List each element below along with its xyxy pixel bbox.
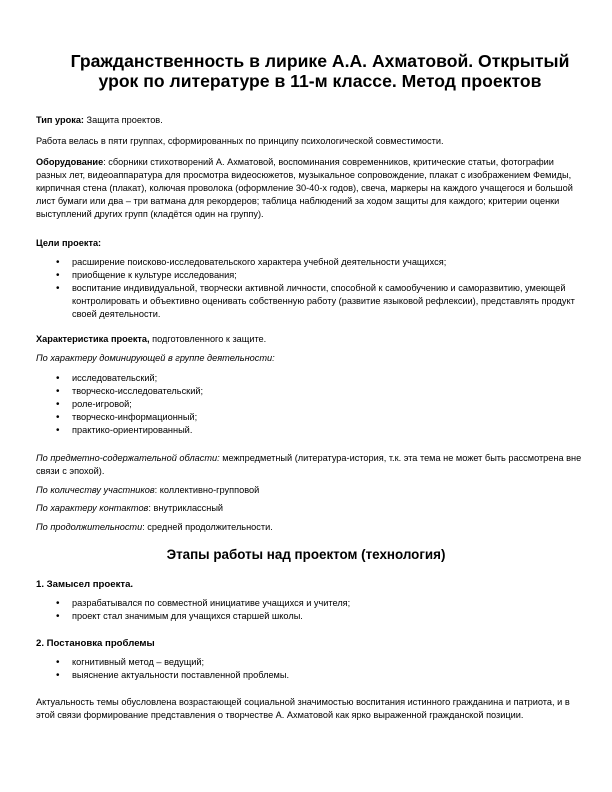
duration-value: : средней продолжительности. bbox=[142, 522, 273, 532]
goals-heading bbox=[36, 237, 584, 250]
activity-heading-label: По характеру доминирующей в группе деятельности: bbox=[36, 353, 275, 363]
lesson-type bbox=[36, 114, 584, 127]
characteristics-paragraph bbox=[36, 333, 584, 346]
relevance-paragraph: Актуальность темы обусловлена возрастающей социальной значимостью воспитания истинного гражданина и патриота, и в этой связи формирование представления о творчестве А. Ахматовой как ярко выраженной гражданской позиции. bbox=[36, 697, 570, 720]
stages-heading: Этапы работы над проектом (технология) bbox=[166, 547, 446, 562]
lesson-type-value: Защита проектов. bbox=[84, 115, 163, 125]
contacts-value: : внутриклассный bbox=[148, 503, 224, 513]
activities-list bbox=[36, 372, 584, 437]
stage1-list bbox=[36, 597, 584, 623]
stage1-heading: 1. Замысел проекта. bbox=[36, 579, 134, 590]
subject-area-value: межпредметный (литература-история, т.к. эта тема не может быть рассмотрена вне связи с эпохой). bbox=[36, 453, 582, 476]
equipment-paragraph bbox=[36, 156, 584, 221]
participants-label: По количеству участников bbox=[36, 485, 155, 495]
contacts-paragraph bbox=[36, 502, 584, 515]
stage2-list bbox=[36, 656, 584, 682]
lesson-type-label: Тип урока: bbox=[36, 115, 84, 125]
goals-heading-label: Цели проекта: bbox=[36, 238, 102, 248]
list-item: • когнитивный метод – ведущий; bbox=[36, 656, 584, 669]
list-item: • творческо-информационный; bbox=[36, 411, 584, 424]
duration-paragraph bbox=[36, 521, 584, 534]
list-item: • практико-ориентированный. bbox=[36, 424, 584, 437]
goals-list bbox=[36, 256, 584, 321]
list-item: • выяснение актуальности поставленной проблемы. bbox=[36, 669, 584, 682]
subject-area-label: По предметно-содержательной области: bbox=[36, 453, 220, 463]
characteristics-value: подготовленного к защите. bbox=[149, 334, 267, 344]
list-item: • воспитание индивидуальной, творчески активной личности, способной к самообучению и саморазвитию, умеющей контролировать и объективно оценивать собственную работу (развитие языковой рефлексии), представлять продукт своей деятельности. bbox=[36, 282, 584, 321]
stage2-heading: 2. Постановка проблемы bbox=[36, 638, 155, 649]
activity-heading bbox=[36, 352, 584, 365]
list-item: • проект стал значимым для учащихся старшей школы. bbox=[36, 610, 584, 623]
equipment-label: Оборудование bbox=[36, 157, 104, 167]
list-item: • расширение поисково-исследовательского характера учебной деятельности учащихся; bbox=[36, 256, 584, 269]
participants-value: : коллективно-групповой bbox=[154, 485, 260, 495]
document-title: Гражданственность в лирике А.А. Ахматовой. Открытый урок по литературе в 11-м классе. Метод проектов bbox=[70, 51, 570, 92]
list-item: • приобщение к культуре исследования; bbox=[36, 269, 584, 282]
list-item: • исследовательский; bbox=[36, 372, 584, 385]
groups-paragraph: Работа велась в пяти группах, сформированных по принципу психологической совместимости. bbox=[36, 136, 444, 146]
contacts-label: По характеру контактов bbox=[36, 503, 149, 513]
duration-label: По продолжительности bbox=[36, 522, 143, 532]
characteristics-label: Характеристика проекта, bbox=[36, 334, 150, 344]
subject-area-paragraph bbox=[36, 452, 584, 478]
equipment-value: : сборники стихотворений А. Ахматовой, воспоминания современников, критические статьи, фотографии разных лет, видеоаппаратура для просмотра видеосюжетов, музыкальное сопровождение, плакат с изображением Фемиды, кирпичная стена (плакат), колючая проволока (оформление 30-40-х годов), свеча, маркеры на каждого учащегося и большой лист бумаги или два – три ватмана для рекордеров; таблица наблюдений за ходом защиты для каждого; критерии оценки выступлений других групп (кладётся один на группу). bbox=[36, 157, 573, 219]
list-item: • разрабатывался по совместной инициативе учащихся и учителя; bbox=[36, 597, 584, 610]
list-item: • ролe-игровой; bbox=[36, 398, 584, 411]
list-item: • творческо-исследовательский; bbox=[36, 385, 584, 398]
participants-paragraph bbox=[36, 484, 584, 497]
